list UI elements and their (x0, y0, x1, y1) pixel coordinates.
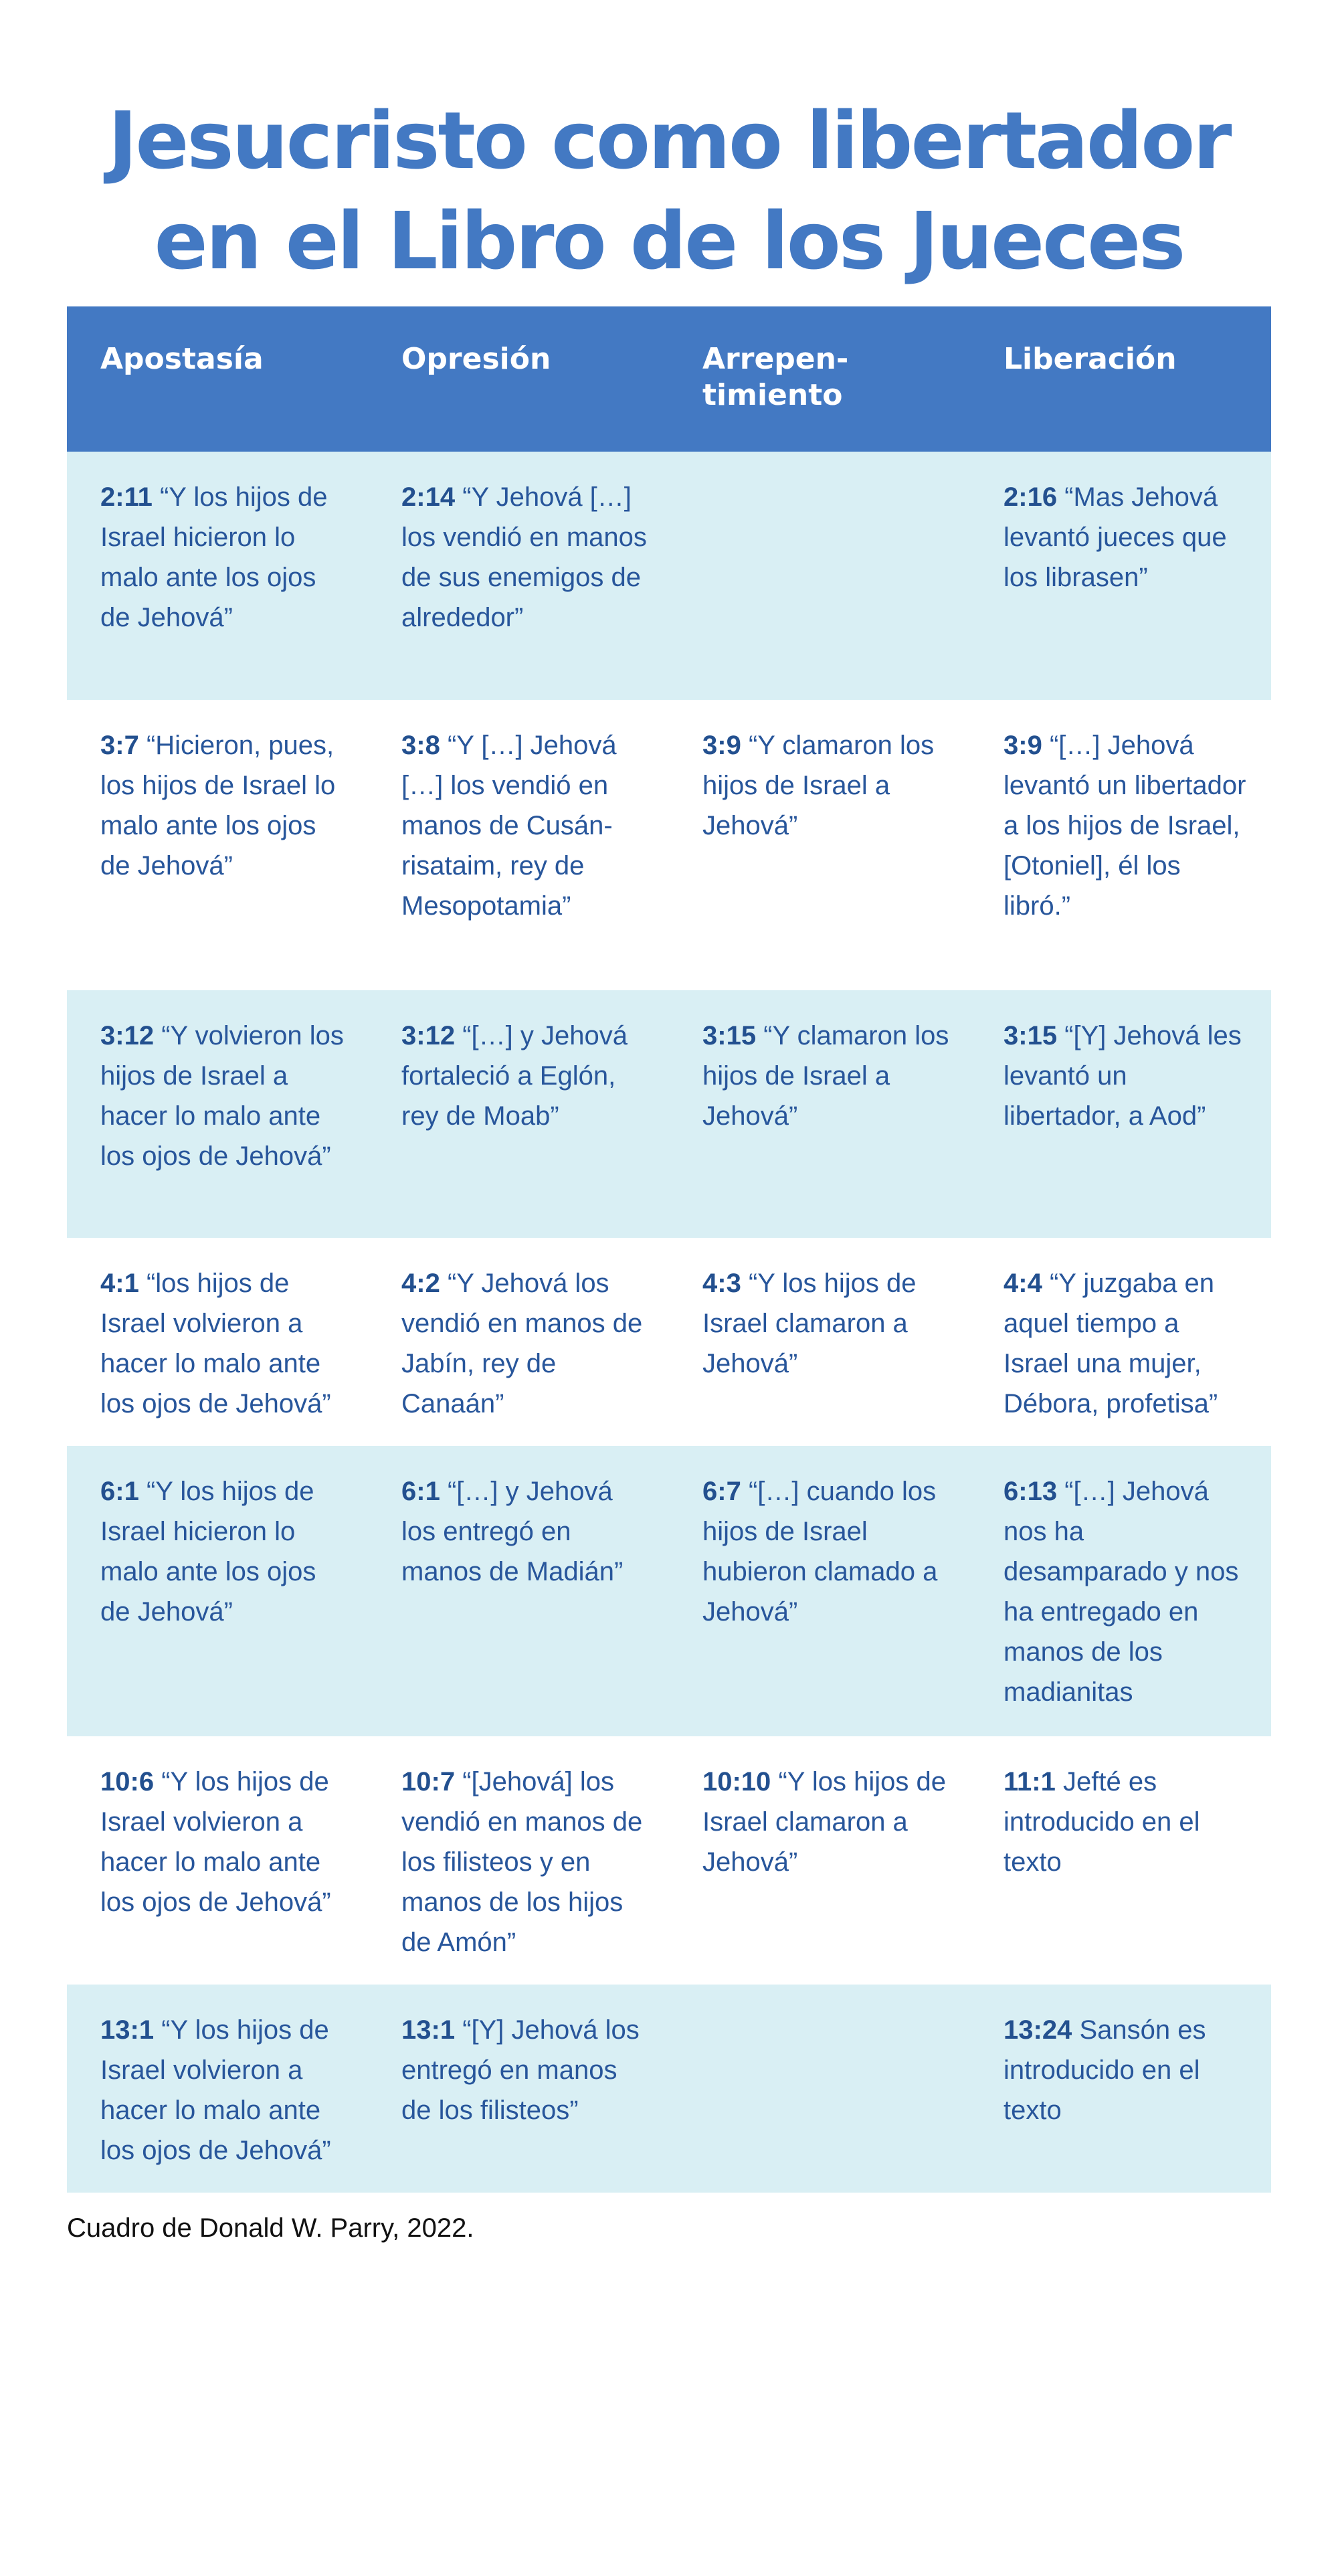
verse-reference: 2:14 (401, 482, 456, 512)
verse-reference: 3:12 (100, 1021, 155, 1050)
verse-reference: 6:1 (100, 1477, 139, 1506)
header-opresion: Opresión (401, 342, 551, 376)
verse-quote: “[…] cuando los hijos de Israel hubieron clamado a Jehová” (702, 1477, 938, 1627)
title-line-2: en el Libro de los Jueces (154, 195, 1184, 287)
verse-reference: 10:10 (702, 1767, 771, 1797)
verse-reference: 10:6 (100, 1767, 155, 1797)
verse-quote: “Y los hijos de Israel clamaron a Jehová” (702, 1269, 917, 1378)
verse-quote: “Y los hijos de Israel volvieron a hacer lo malo ante los ojos de Jehová” (100, 2015, 331, 2165)
verse-quote: “[Y] Jehová les levantó un libertador, a Aod” (1004, 1021, 1242, 1131)
table-cell-apostasia (67, 1238, 368, 1446)
verse-quote: “[…] Jehová nos ha desamparado y nos ha entregado en manos de los madianitas (1004, 1477, 1239, 1707)
verse-quote: “[Jehová] los vendió en manos de los filisteos y en manos de los hijos de Amón” (401, 1767, 643, 1957)
table-row (67, 1985, 1271, 2193)
table-cell-liberacion (970, 700, 1271, 990)
verse-reference: 3:12 (401, 1021, 456, 1050)
verse-reference: 4:4 (1004, 1269, 1042, 1298)
verse-quote: Jefté es introducido en el texto (1004, 1767, 1200, 1877)
verse-reference: 6:1 (401, 1477, 440, 1506)
table-row (67, 452, 1271, 700)
verse-reference: 13:1 (100, 2015, 155, 2045)
table-cell-apostasia (67, 990, 368, 1238)
verse-reference: 3:15 (702, 1021, 757, 1050)
table-cell-opresion (368, 1985, 669, 2193)
page-title (67, 90, 1271, 291)
verse-reference: 4:2 (401, 1269, 440, 1298)
title-line-1: Jesucristo como libertador (108, 94, 1230, 187)
verse-quote: “Y los hijos de Israel hicieron lo malo ante los ojos de Jehová” (100, 1477, 316, 1627)
table-cell-liberacion (970, 990, 1271, 1238)
judges-cycle-table (67, 306, 1271, 2193)
verse-quote: “Y los hijos de Israel volvieron a hacer lo malo ante los ojos de Jehová” (100, 1767, 331, 1917)
header-liberacion: Liberación (1004, 342, 1177, 376)
verse-quote: “[…] y Jehová los entregó en manos de Madián” (401, 1477, 624, 1586)
verse-reference: 3:8 (401, 731, 440, 760)
verse-reference: 13:24 (1004, 2015, 1072, 2045)
verse-quote: “[…] Jehová levantó un libertador a los hijos de Israel, [Otoniel], él los libró.” (1004, 731, 1246, 921)
verse-quote: “Hicieron, pues, los hijos de Israel lo malo ante los ojos de Jehová” (100, 731, 336, 881)
verse-reference: 2:16 (1004, 482, 1058, 512)
table-cell-opresion (368, 990, 669, 1238)
verse-quote: “Mas Jehová levantó jueces que los librasen” (1004, 482, 1227, 592)
table-header-row (67, 306, 1271, 452)
verse-reference: 6:7 (702, 1477, 741, 1506)
verse-quote: “Y […] Jehová […] los vendió en manos de Cusán-risataim, rey de Mesopotamia” (401, 731, 617, 921)
chart-credit: Cuadro de Donald W. Parry, 2022. (67, 2213, 474, 2243)
verse-reference: 3:7 (100, 731, 139, 760)
table-cell-opresion (368, 700, 669, 990)
verse-quote: “[Y] Jehová los entregó en manos de los filisteos” (401, 2015, 640, 2125)
table-cell-apostasia (67, 1985, 368, 2193)
table-cell-opresion (368, 1736, 669, 1985)
verse-reference: 3:15 (1004, 1021, 1058, 1050)
table-cell-apostasia (67, 700, 368, 990)
table-cell-liberacion (970, 1736, 1271, 1985)
verse-quote: “Y Jehová […] los vendió en manos de sus enemigos de alrededor” (401, 482, 647, 632)
verse-reference: 3:9 (1004, 731, 1042, 760)
table-row (67, 1446, 1271, 1736)
verse-reference: 11:1 (1004, 1767, 1056, 1797)
verse-quote: Sansón es introducido en el texto (1004, 2015, 1206, 2125)
verse-quote: “los hijos de Israel volvieron a hacer lo malo ante los ojos de Jehová” (100, 1269, 331, 1418)
verse-quote: “Y clamaron los hijos de Israel a Jehová” (702, 731, 935, 840)
verse-reference: 13:1 (401, 2015, 456, 2045)
verse-quote: “Y los hijos de Israel clamaron a Jehová” (702, 1767, 946, 1877)
table-cell-arrepentimiento (669, 700, 970, 990)
table-cell-apostasia (67, 1446, 368, 1736)
verse-reference: 10:7 (401, 1767, 456, 1797)
table-cell-arrepentimiento (669, 1446, 970, 1736)
verse-quote: “Y clamaron los hijos de Israel a Jehová” (702, 1021, 949, 1131)
table-cell-liberacion (970, 452, 1271, 700)
table-cell-opresion (368, 1446, 669, 1736)
verse-quote: “Y los hijos de Israel hicieron lo malo ante los ojos de Jehová” (100, 482, 328, 632)
verse-quote: “Y Jehová los vendió en manos de Jabín, rey de Canaán” (401, 1269, 643, 1418)
table-cell-apostasia (67, 1736, 368, 1985)
verse-quote: “Y volvieron los hijos de Israel a hacer lo malo ante los ojos de Jehová” (100, 1021, 344, 1171)
table-cell-arrepentimiento (669, 452, 970, 700)
table-body (67, 452, 1271, 2193)
table-cell-opresion (368, 452, 669, 700)
table-cell-apostasia (67, 452, 368, 700)
verse-reference: 4:1 (100, 1269, 139, 1298)
table-cell-arrepentimiento (669, 1736, 970, 1985)
verse-reference: 2:11 (100, 482, 153, 512)
verse-reference: 4:3 (702, 1269, 741, 1298)
header-apostasia: Apostasía (100, 342, 264, 376)
table-row (67, 1736, 1271, 1985)
header-arrepentimiento: Arrepen- timiento (702, 342, 849, 412)
verse-reference: 3:9 (702, 731, 741, 760)
verse-quote: “Y juzgaba en aquel tiempo a Israel una mujer, Débora, profetisa” (1004, 1269, 1218, 1418)
table-cell-liberacion (970, 1446, 1271, 1736)
table-cell-liberacion (970, 1238, 1271, 1446)
table-cell-arrepentimiento (669, 1985, 970, 2193)
table-cell-opresion (368, 1238, 669, 1446)
table-cell-liberacion (970, 1985, 1271, 2193)
table-row (67, 700, 1271, 990)
table-cell-arrepentimiento (669, 1238, 970, 1446)
table-row (67, 1238, 1271, 1446)
table-row (67, 990, 1271, 1238)
verse-reference: 6:13 (1004, 1477, 1058, 1506)
table-cell-arrepentimiento (669, 990, 970, 1238)
verse-quote: “[…] y Jehová fortaleció a Eglón, rey de Moab” (401, 1021, 628, 1131)
